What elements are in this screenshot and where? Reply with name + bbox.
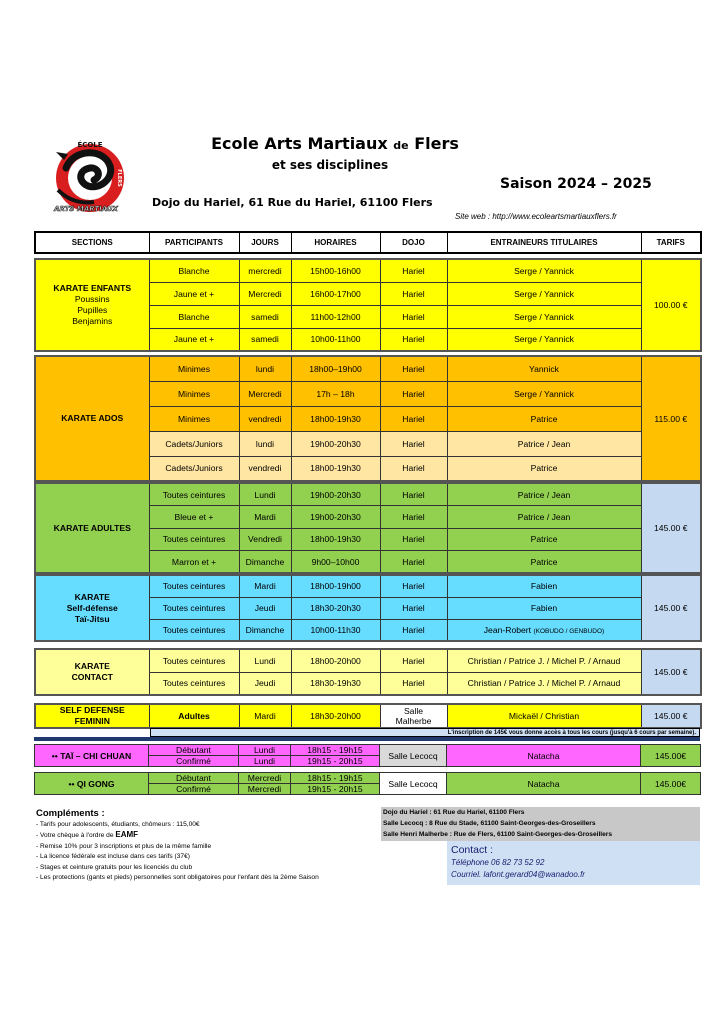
cell-participants: Débutant <box>149 773 239 784</box>
cell-participants: Jaune et + <box>149 328 239 351</box>
cell-day: Mardi <box>239 704 291 728</box>
price-cell: 145.00 € <box>641 483 701 573</box>
cell-hours: 18h30-20h30 <box>291 597 380 619</box>
cell-coach: Natacha <box>447 773 641 795</box>
cell-hours: 11h00-12h00 <box>291 305 380 328</box>
price-cell: 145.00 € <box>641 704 701 728</box>
cell-participants: Minimes <box>149 406 239 431</box>
price-cell: 145.00€ <box>641 745 701 767</box>
contact-phone[interactable]: Téléphone 06 82 73 52 92 <box>451 858 545 867</box>
cell-coach: Patrice <box>447 406 641 431</box>
section-title-line: SELF DEFENSE <box>59 705 125 715</box>
col-participants: PARTICIPANTS <box>149 232 239 253</box>
cell-hours: 10h00-11h30 <box>291 619 380 641</box>
col-sections: SECTIONS <box>35 232 149 253</box>
cell-day: Mercredi <box>239 381 291 406</box>
dojo-line: Malherbe <box>395 716 432 726</box>
section-title-line: FEMININ <box>74 716 110 726</box>
cell-dojo: Salle Lecocq <box>380 745 447 767</box>
cell-participants: Minimes <box>149 381 239 406</box>
cell-day: Mercredi <box>239 282 291 305</box>
col-jours: JOURS <box>239 232 291 253</box>
contact-email[interactable]: Courriel. lafont.gerard04@wanadoo.fr <box>451 870 585 879</box>
cell-participants: Toutes ceintures <box>149 672 239 695</box>
cell-dojo: Hariel <box>380 305 447 328</box>
cell-hours: 15h00-16h00 <box>291 259 380 282</box>
cell-day: Mardi <box>239 506 291 529</box>
cell-coach: Serge / Yannick <box>447 328 641 351</box>
cell-hours: 18h00-20h00 <box>291 649 380 672</box>
list-item: - Tarifs pour adolescents, étudiants, chômeurs : 115,00€ <box>36 821 200 828</box>
section-title-text: KARATE ENFANTS <box>53 283 132 293</box>
cell-dojo: Hariel <box>380 528 447 551</box>
cell-dojo: Hariel <box>380 259 447 282</box>
cell-day: Jeudi <box>239 672 291 695</box>
table-row <box>35 773 701 784</box>
cell-participants: Cadets/Juniors <box>149 431 239 456</box>
season-label: Saison 2024 – 2025 <box>500 176 652 192</box>
cell-coach: Mickaël / Christian <box>447 704 641 728</box>
page-subtitle: et ses disciplines <box>271 158 389 172</box>
cell-dojo: Hariel <box>380 356 447 381</box>
cell-hours: 19h00-20h30 <box>291 431 380 456</box>
section-karate-enfants <box>34 258 702 352</box>
cell-day: vendredi <box>239 456 291 481</box>
cell-hours: 19h15 - 20h15 <box>291 756 380 767</box>
dojo-address-line: Salle Lecocq : 8 Rue du Stade, 61100 Saint-Georges-des-Groseillers <box>383 820 596 827</box>
cell-hours: 18h30-20h00 <box>291 704 380 728</box>
cell-day: lundi <box>239 356 291 381</box>
cheque-payee: EAMF <box>115 830 139 840</box>
kobudo-note: (KOBUDO / GENBUDO) <box>533 627 605 635</box>
cell-participants: Toutes ceintures <box>149 649 239 672</box>
list-item: - Stages et ceinture gratuits pour les licenciés du club <box>36 863 193 871</box>
cell-hours: 18h00-19h00 <box>291 575 380 597</box>
title-main: Ecole Arts Martiaux <box>211 134 388 153</box>
cell-coach: Patrice <box>447 551 641 574</box>
cell-participants: Toutes ceintures <box>149 483 239 506</box>
table-row <box>35 356 701 381</box>
cell-dojo: Hariel <box>380 506 447 529</box>
coach-name: Jean-Robert <box>483 624 532 635</box>
cell-coach: Fabien <box>447 575 641 597</box>
cheque-text: - Votre chèque à l'ordre de <box>36 832 114 840</box>
table-row <box>35 483 701 506</box>
cell-dojo: Hariel <box>380 483 447 506</box>
cell-day: Mercredi <box>239 784 291 795</box>
section-title: KARATE ADOS <box>35 356 149 481</box>
table-row <box>35 745 701 756</box>
cell-hours: 18h00-19h30 <box>291 406 380 431</box>
dojo-address: Dojo du Hariel, 61 Rue du Hariel, 61100 Flers <box>152 196 433 209</box>
section-sub: Benjamins <box>72 316 113 326</box>
cell-participants: Jaune et + <box>149 282 239 305</box>
cell-hours: 18h30-19h30 <box>291 672 380 695</box>
cell-coach: Fabien <box>447 597 641 619</box>
cell-dojo: Hariel <box>380 597 447 619</box>
table-row <box>35 704 701 728</box>
cell-hours: 17h – 18h <box>291 381 380 406</box>
section-sub: Poussins <box>74 294 110 304</box>
cell-hours: 9h00–10h00 <box>291 551 380 574</box>
cell-hours: 18h00–19h00 <box>291 356 380 381</box>
cell-dojo: Hariel <box>380 282 447 305</box>
price-cell: 115.00 € <box>641 356 701 481</box>
cell-participants: Toutes ceintures <box>149 528 239 551</box>
cell-day: Vendredi <box>239 528 291 551</box>
dojo-line: Salle <box>403 706 424 716</box>
section-title <box>35 649 149 695</box>
cell-hours: 19h15 - 20h15 <box>291 784 380 795</box>
cell-dojo <box>380 704 447 728</box>
table-row <box>35 575 701 597</box>
cell-day: Lundi <box>239 745 291 756</box>
section-karate-adultes <box>34 482 702 574</box>
complements-title: Compléments : <box>36 808 105 819</box>
cell-dojo: Hariel <box>380 431 447 456</box>
col-dojo: DOJO <box>380 232 447 253</box>
cell-coach: Patrice / Jean <box>447 506 641 529</box>
cell-day: Lundi <box>239 756 291 767</box>
cell-participants: Blanche <box>149 305 239 328</box>
divider <box>34 737 700 741</box>
cell-hours: 19h00-20h30 <box>291 506 380 529</box>
cell-day: Jeudi <box>239 597 291 619</box>
complements-list <box>36 820 319 883</box>
cell-hours: 10h00-11h00 <box>291 328 380 351</box>
cell-coach: Patrice <box>447 456 641 481</box>
cell-hours: 18h00-19h30 <box>291 456 380 481</box>
section-title: •• TAÏ – CHI CHUAN <box>35 745 149 767</box>
table-row <box>35 259 701 282</box>
cell-day: Dimanche <box>239 551 291 574</box>
cell-dojo: Hariel <box>380 575 447 597</box>
section-title-line: Taï-Jitsu <box>74 613 110 624</box>
section-tai-chi <box>34 744 701 767</box>
cell-day: Lundi <box>239 483 291 506</box>
title-end: Flers <box>414 134 459 153</box>
cell-participants: Débutant <box>149 745 239 756</box>
cell-hours: 19h00-20h30 <box>291 483 380 506</box>
cell-participants: Bleue et + <box>149 506 239 529</box>
page-title <box>160 134 510 153</box>
cell-dojo: Hariel <box>380 456 447 481</box>
cell-day: lundi <box>239 431 291 456</box>
section-title-line: KARATE <box>74 661 110 671</box>
cell-coach: Patrice / Jean <box>447 483 641 506</box>
cell-participants: Minimes <box>149 356 239 381</box>
col-tarifs: TARIFS <box>641 232 701 253</box>
section-karate-contact <box>34 648 702 696</box>
cell-participants: Toutes ceintures <box>149 619 239 641</box>
cell-coach: Serge / Yannick <box>447 282 641 305</box>
section-title: KARATE ADULTES <box>35 483 149 573</box>
cell-coach: Serge / Yannick <box>447 381 641 406</box>
cell-dojo: Hariel <box>380 619 447 641</box>
cell-day: Mercredi <box>239 773 291 784</box>
cell-coach: Serge / Yannick <box>447 305 641 328</box>
cell-coach <box>447 619 641 641</box>
cell-participants: Toutes ceintures <box>149 597 239 619</box>
section-qi-gong <box>34 772 701 795</box>
cell-participants: Confirmé <box>149 756 239 767</box>
website-link[interactable]: Site web : http://www.ecoleartsmartiauxflers.fr <box>455 212 617 221</box>
dojo-address-line: Salle Henri Malherbe : Rue de Flers, 61100 Saint-Georges-des-Groseillers <box>383 831 613 838</box>
cell-dojo: Hariel <box>380 406 447 431</box>
logo-bottom-text: ARTS MARTIAUX <box>54 205 118 213</box>
inscription-note: L'inscription de 145€ vous donne accès à tous les cours (jusqu'à 6 cours par semaine). <box>150 728 700 737</box>
list-item: - Remise 10% pour 3 inscriptions et plus de la même famille <box>36 842 212 850</box>
list-item <box>36 830 319 841</box>
schedule-header <box>34 231 702 254</box>
cell-coach: Christian / Patrice J. / Michel P. / Arnaud <box>447 649 641 672</box>
cell-coach: Patrice / Jean <box>447 431 641 456</box>
price-cell: 145.00 € <box>641 575 701 641</box>
cell-dojo: Salle Lecocq <box>380 773 447 795</box>
logo-top-text: ÉCOLE <box>77 141 103 149</box>
list-item: - Les protections (gants et pieds) personnelles sont obligatoires pour l'enfant dès la 2ème Saison <box>36 874 319 882</box>
cell-day: Lundi <box>239 649 291 672</box>
cell-coach: Natacha <box>447 745 641 767</box>
cell-dojo: Hariel <box>380 551 447 574</box>
cell-participants: Adultes <box>149 704 239 728</box>
dojo-address-line: Dojo du Hariel : 61 Rue du Hariel, 61100 Flers <box>383 809 525 816</box>
cell-participants: Cadets/Juniors <box>149 456 239 481</box>
cell-coach: Christian / Patrice J. / Michel P. / Arnaud <box>447 672 641 695</box>
contact-box <box>447 841 700 885</box>
cell-participants: Confirmé <box>149 784 239 795</box>
col-entraineurs: ENTRAINEURS TITULAIRES <box>447 232 641 253</box>
section-title-line: CONTACT <box>71 672 113 682</box>
section-title-line: KARATE <box>74 591 110 602</box>
cell-coach: Serge / Yannick <box>447 259 641 282</box>
cell-hours: 18h00-19h30 <box>291 528 380 551</box>
cell-coach: Yannick <box>447 356 641 381</box>
price-cell: 100.00 € <box>641 259 701 351</box>
cell-hours: 18h15 - 19h15 <box>291 745 380 756</box>
section-title <box>35 259 149 351</box>
cell-dojo: Hariel <box>380 649 447 672</box>
price-cell: 145.00 € <box>641 649 701 695</box>
section-title-line: Self-défense <box>66 602 118 613</box>
logo-side-text: FLERS <box>116 169 122 187</box>
cell-dojo: Hariel <box>380 328 447 351</box>
cell-hours: 18h15 - 19h15 <box>291 773 380 784</box>
cell-coach: Patrice <box>447 528 641 551</box>
section-self-defense-tai-jitsu <box>34 574 702 642</box>
cell-day: samedi <box>239 328 291 351</box>
title-de: de <box>393 139 409 152</box>
section-self-defense-feminin <box>34 703 702 729</box>
cell-participants: Blanche <box>149 259 239 282</box>
section-karate-ados <box>34 355 702 482</box>
cell-participants: Toutes ceintures <box>149 575 239 597</box>
cell-day: Dimanche <box>239 619 291 641</box>
price-cell: 145.00€ <box>641 773 701 795</box>
contact-title: Contact : <box>451 844 494 856</box>
section-title <box>35 575 149 641</box>
cell-day: vendredi <box>239 406 291 431</box>
section-sub: Pupilles <box>77 305 108 315</box>
cell-hours: 16h00-17h00 <box>291 282 380 305</box>
section-title <box>35 704 149 728</box>
cell-participants: Marron et + <box>149 551 239 574</box>
section-title: •• QI GONG <box>35 773 149 795</box>
club-logo <box>44 138 136 214</box>
cell-dojo: Hariel <box>380 381 447 406</box>
cell-day: mercredi <box>239 259 291 282</box>
cell-dojo: Hariel <box>380 672 447 695</box>
table-row <box>35 649 701 672</box>
list-item: - La licence fédérale est incluse dans ces tarifs (37€) <box>36 853 190 861</box>
col-horaires: HORAIRES <box>291 232 380 253</box>
dojo-addresses <box>381 807 700 841</box>
cell-day: Mardi <box>239 575 291 597</box>
cell-day: samedi <box>239 305 291 328</box>
